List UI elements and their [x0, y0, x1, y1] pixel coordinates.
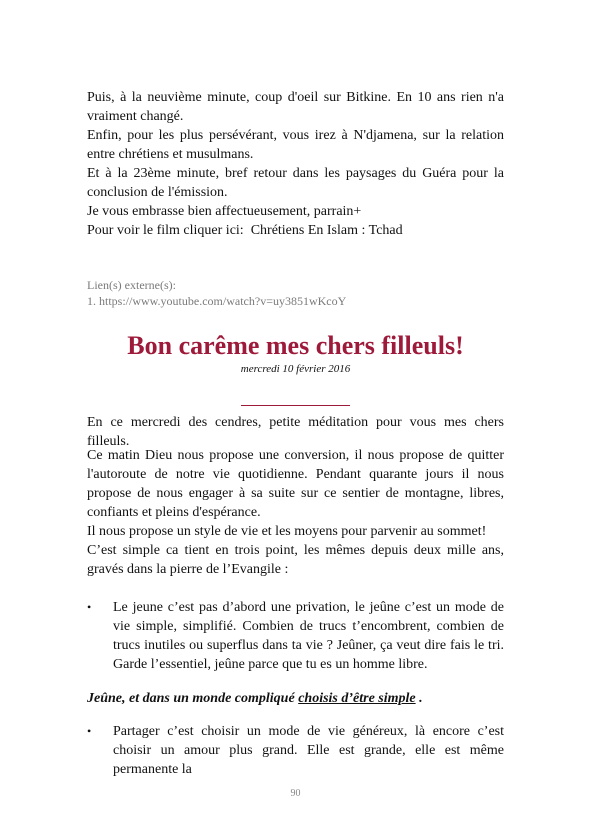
paragraph: Et à la 23ème minute, bref retour dans les paysages du Guéra pour la conclusion de l'émission. [87, 166, 504, 200]
bullet-icon: • [87, 724, 92, 738]
list-item-text: Le jeune c’est pas d’abord une privation, le jeûne c’est un mode de vie simple, simplifié. Combien de trucs t’encombrent, combien de trucs inutiles ou superflus dans ta vie ? Jeûner, ça veut dire fais le tri. Garde l’essentiel, jeûne parce que tu es un homme libre. [113, 600, 504, 672]
post-date: mercredi 10 février 2016 [240, 363, 351, 375]
title-divider [241, 405, 350, 406]
film-link-line [87, 221, 504, 240]
film-link[interactable]: Chrétiens En Islam : Tchad [250, 223, 403, 238]
paragraph: Il nous propose un style de vie et les moyens pour parvenir au sommet! [87, 524, 487, 539]
emphasis-suffix: . [419, 691, 423, 706]
film-link-prefix: Pour voir le film cliquer ici: [87, 223, 244, 238]
post-title: Bon carême mes chers filleuls! [127, 331, 464, 360]
external-links [87, 277, 504, 309]
emphasis-prefix: Jeûne, et dans un monde compliqué [87, 691, 295, 706]
top-text-block [87, 88, 504, 240]
paragraph: C’est simple ca tient en trois point, les mêmes depuis deux mille ans, gravés dans la pierre de l’Evangile : [87, 543, 504, 577]
emphasis-underlined: choisis d’être simple [298, 691, 416, 706]
paragraph: Ce matin Dieu nous propose une conversion, il nous propose de quitter l'autoroute de notre vie quotidienne. Pendant quarante jours il nous propose de nous engager à sa suite sur ce sentier de montagne, libres, confiants et pleins d'espérance. [87, 448, 504, 520]
paragraph: Enfin, pour les plus persévérant, vous irez à N'djamena, sur la relation entre chrétiens et musulmans. [87, 128, 504, 162]
list-item-text: Partager c’est choisir un mode de vie généreux, là encore c’est choisir un amour plus grand. Elle est grande, elle est même permanente la [113, 724, 504, 777]
page-number: 90 [290, 788, 301, 799]
external-link-item[interactable]: 1. https://www.youtube.com/watch?v=uy3851wKcoY [87, 294, 347, 308]
post-body [87, 446, 504, 579]
paragraph: En ce mercredi des cendres, petite méditation pour vous mes chers filleuls. [87, 415, 504, 449]
paragraph: Puis, à la neuvième minute, coup d'oeil sur Bitkine. En 10 ans rien n'a vraiment changé. [87, 90, 504, 124]
paragraph: Je vous embrasse bien affectueusement, parrain+ [87, 204, 362, 219]
external-links-label: Lien(s) externe(s): [87, 278, 176, 292]
emphasis-line [87, 689, 504, 708]
bullet-icon: • [87, 600, 92, 614]
